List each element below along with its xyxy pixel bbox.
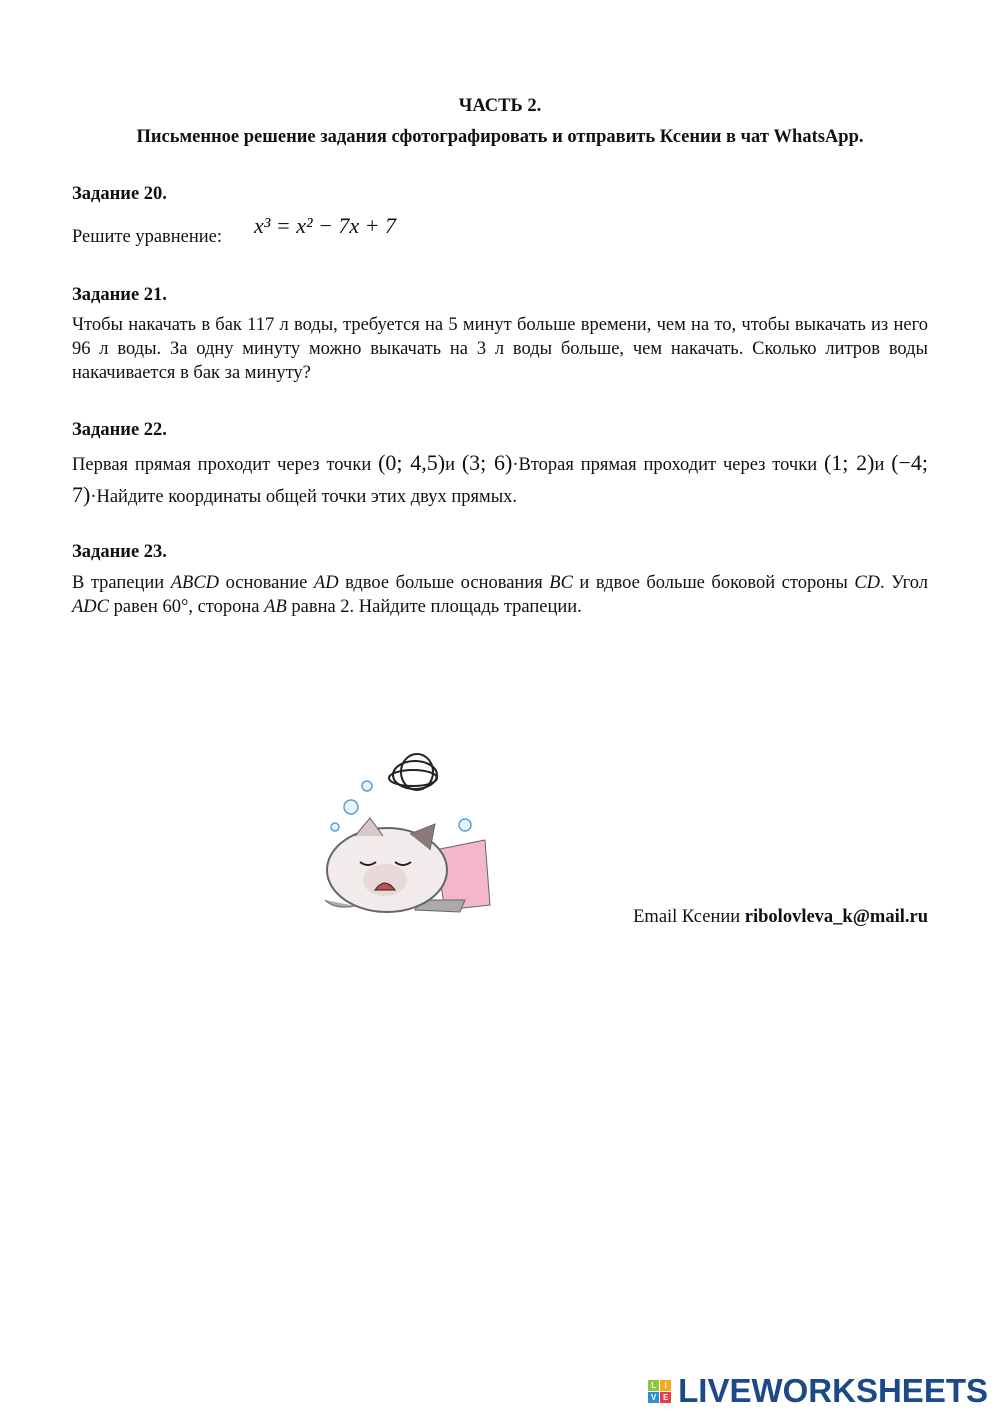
email-line: Email Ксении ribolovleva_k@mail.ru bbox=[633, 907, 928, 927]
point-2: (3; 6) bbox=[461, 450, 513, 475]
task-21-title: Задание 21. bbox=[72, 285, 167, 305]
liveworksheets-logo: L I V E LIVEWORKSHEETS bbox=[648, 1372, 988, 1410]
point-1: (0; 4,5) bbox=[378, 450, 446, 475]
task-22-text: Первая прямая проходит через точки (0; 4,5)и (3; 6)·Вторая прямая проходит через точки (1; 2)и (−4; 7)·Найдите координаты общей точки этих двух прямых. bbox=[72, 450, 929, 507]
task-20-title: Задание 20. bbox=[72, 184, 167, 204]
task-22-title: Задание 22. bbox=[72, 420, 167, 440]
task-23-text: В трапеции ABCD основание AD вдвое больше основания BC и вдвое больше боковой стороны CD. Угол ADC равен 60°, сторона AB равна 2. Найдите площадь трапеции. bbox=[72, 573, 928, 617]
instruction: Письменное решение задания сфотографировать и отправить Ксении в чат WhatsApp. bbox=[136, 127, 864, 147]
point-3: (1; 2) bbox=[823, 450, 875, 475]
task-21-text: Чтобы накачать в бак 117 л воды, требуется на 5 минут больше времени, чем на то, чтобы выкачать из него 96 л воды. За одну минуту можно выкачать на 3 л воды больше, чем накачать. Сколько литров воды накачивается в бак за минуту? bbox=[72, 315, 928, 383]
task-23-title: Задание 23. bbox=[72, 542, 167, 562]
part-title: ЧАСТЬ 2. bbox=[458, 96, 542, 116]
task-20-text: Решите уравнение: bbox=[72, 227, 223, 247]
point-4: (−4; 7) bbox=[72, 450, 929, 507]
logo-squares-icon: L I V E bbox=[648, 1380, 671, 1403]
task-20-equation: x³ = x² − 7x + 7 bbox=[254, 213, 397, 238]
tired-cat-illustration bbox=[315, 750, 515, 920]
email-address[interactable]: ribolovleva_k@mail.ru bbox=[744, 907, 928, 927]
